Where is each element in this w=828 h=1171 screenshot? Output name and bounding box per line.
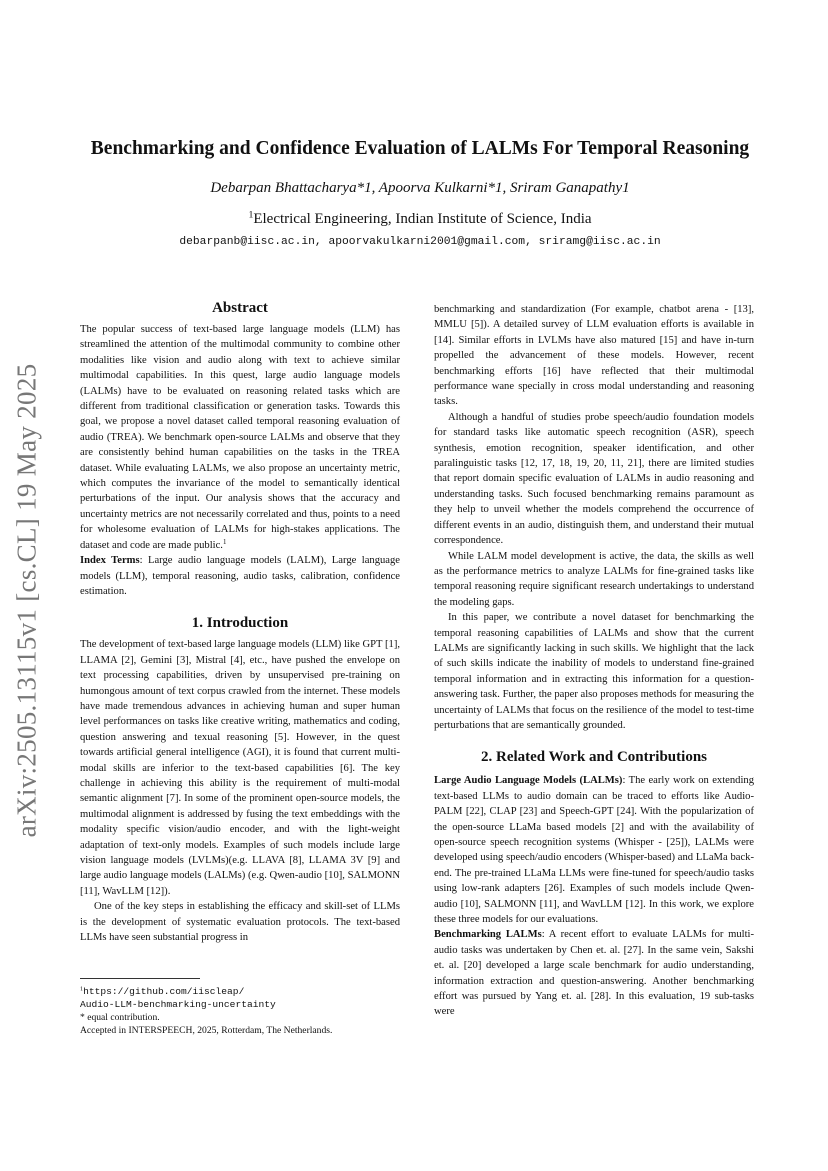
footnote-marker: 1 (222, 538, 227, 546)
introduction-heading: 1. Introduction (191, 615, 289, 632)
footnotes (80, 978, 400, 1037)
arxiv-watermark (4, 355, 50, 845)
footnote-accepted: Accepted in INTERSPEECH, 2025, Rotterdam, The Netherlands. (80, 1025, 333, 1036)
affiliation (60, 211, 780, 228)
right-paragraph-2: Although a handful of studies probe speech/audio foundation models for standard tasks like automatic speech recognition (ASR), speech synthesis, emotion recognition, speaker identification, and other paralinguistic tasks [12, 17, 18, 19, 20, 11, 21], there are limited studies that report domain specific evaluation of LALMs in audio reasoning and understanding tasks. Such focused benchmarking remains paramount as they help to unveil whether the models comprehend the occurrence of different events in an audio, distinguish them, and understand their mutual correspondence. (434, 411, 754, 547)
lalm-text: : The early work on extending text-based LLMs to audio domain can be traced to efforts like Audio-PALM [22], CLAP [23] and Speech-GPT [24]. With the popularization of the open-source LLaMa based models [2] and with the availability of open-source speech recognition systems (Whisper - [25]), LALMs were developed using speech/audio encoders (Whisper-based) and LLaMa back-end. The pre-trained LLaMa LLMs were fine-tuned for speech/audio tasks using low-rank adapters [26]. Examples of such models include Qwen-audio [10], SALMONN [11], and WavLLM [12]. In this work, we explore these three models for our evaluations. (434, 775, 754, 926)
footnote-number: 1 (80, 985, 84, 993)
footnote-equal-contribution: * equal contribution. (80, 1012, 160, 1023)
benchmarking-label: Benchmarking LALMs (434, 929, 542, 941)
right-column (434, 302, 754, 1020)
author-line: Debarpan Bhattacharya*1, Apoorva Kulkarni*1, Sriram Ganapathy1 (210, 180, 630, 196)
lalm-paragraph (434, 773, 754, 927)
index-terms-text: : Large audio language models (LALM), Large language models (LLM), temporal reasoning, audio tasks, calibration, confidence estimation. (80, 555, 401, 597)
benchmarking-text: : A recent effort to evaluate LALMs for multi-audio tasks was undertaken by Chen et. al. [27]. In the same vein, Sakshi et. al. [20] developed a large scale benchmark for audio understanding, information extraction and question-answering. Another benchmarking effort was pursued by Yang et. al. [28]. In this evaluation, 19 sub-tasks were (434, 929, 755, 1018)
right-paragraph-1: benchmarking and standardization (For example, chatbot arena - [13], MMLU [5]). A detailed survey of LLM evaluation efforts is available in [14]. Similar efforts in LVLMs have also matured [15] and have in-turn propelled the advancement of these models. However, recent benchmarking efforts [16] have reflected that their multimodal performance wane specially in cross modal understanding and reasoning tasks. (434, 304, 754, 408)
intro-paragraph-1: The development of text-based large language models (LLM) like GPT [1], LLAMA [2], Gemini [3], Mistral [4], etc., have pushed the envelope on text processing capabilities, driven by unsupervised pre-training on humongous amount of text corpus crawled from the internet. These models have made tremendous advances in achieving human and super human level performances on tasks like creative writing, mathematics and coding, question answering and texual reasoning [5]. However, in the quest towards artificial general intelligence (AGI), it is found that current multi-modal skills are inferior to the text-based capabilities [6]. The key challenge in achieving this ability is the requirement of multi-modal semantic alignment [7]. In some of the prominent open-source models, the multimodal alignment is addressed by fusing the text embeddings with the modality specific vision/audio encoder, and with the light-weight adaptation of text-only models. Examples of such models include large vision language models (LVLMs)(e.g. LLAVA [8], LLAMA 3V [9] and large audio language models (LALMs) (e.g. Qwen-audio [10], SALMONN [11], WavLLM [12]). (80, 639, 400, 897)
affiliation-text: Electrical Engineering, Indian Institute of Science, India (253, 211, 592, 227)
lalm-label: Large Audio Language Models (LALMs) (434, 775, 623, 787)
paper-title: Benchmarking and Confidence Evaluation of LALMs For Temporal Reasoning (90, 138, 750, 159)
author-emails: debarpanb@iisc.ac.in, apoorvakulkarni2001@gmail.com, sriramg@iisc.ac.in (179, 236, 661, 248)
related-work-heading: 2. Related Work and Contributions (480, 749, 707, 766)
intro-paragraph-2: One of the key steps in establishing the efficacy and skill-set of LLMs is the development of systematic evaluation protocols. The text-based LLMs have seen substantial progress in (80, 901, 400, 944)
index-terms (80, 553, 400, 599)
left-column (80, 298, 400, 945)
author-list (60, 180, 780, 197)
abstract-text: The popular success of text-based large language models (LLM) has streamlined the attention of the multimodal community to combine other modalities like vision and audio along with text to achieve similar multimodal capabilities. In this quest, large audio language models (LALMs) have to be evaluated on reasoning related tasks which are different from traditional classification or generation tasks. Towards this goal, we propose a novel dataset called temporal reasoning evaluation of audio (TREA). We benchmark open-source LALMs and observe that they are consistently behind human capabilities on the tasks in the TREA dataset. While evaluating LALMs, we also propose an uncertainty metric, which computes the invariance of the model to semantically identical perturbations of the input. Our analysis shows that the accuracy and uncertainty metrics are not necessarily correlated and thus, points to a need for wholesome evaluation of LALMs for high-stakes applications. The dataset and code are made public. (80, 324, 400, 551)
abstract-body (80, 322, 400, 553)
footnote-url (80, 985, 400, 998)
right-paragraph-4: In this paper, we contribute a novel dataset for benchmarking the temporal reasoning capabilities of LALMs and show that the current LALMs are significantly lacking in such skills. We highlight that the lack of such skills indicate the inability of models to understand fine-grained temporal information and in extracting this information for a question-answering task. Further, the paper also proposes methods for measuring the uncertainty of LALMs that focus on the resilience of the model to test-time perturbations that are semantically grounded. (434, 612, 754, 731)
right-paragraph-3: While LALM model development is active, the data, the skills as well as the performance metrics to analyze LALMs for fine-grained tasks like temporal reasoning require significant research undertakings to understand the modeling gaps. (434, 550, 754, 608)
footnote-rule (80, 978, 200, 979)
footnote-url-line-1: https://github.com/iiscleap/ (83, 986, 245, 997)
abstract-heading: Abstract (212, 300, 268, 316)
benchmarking-paragraph (434, 927, 754, 1019)
affiliation-marker: 1 (248, 209, 254, 221)
footnote-url-line-2: Audio-LLM-benchmarking-uncertainty (80, 999, 276, 1010)
arxiv-id: arXiv:2505.13115v1 [cs.CL] 19 May 2025 (11, 363, 42, 837)
index-terms-label: Index Terms (80, 555, 140, 567)
